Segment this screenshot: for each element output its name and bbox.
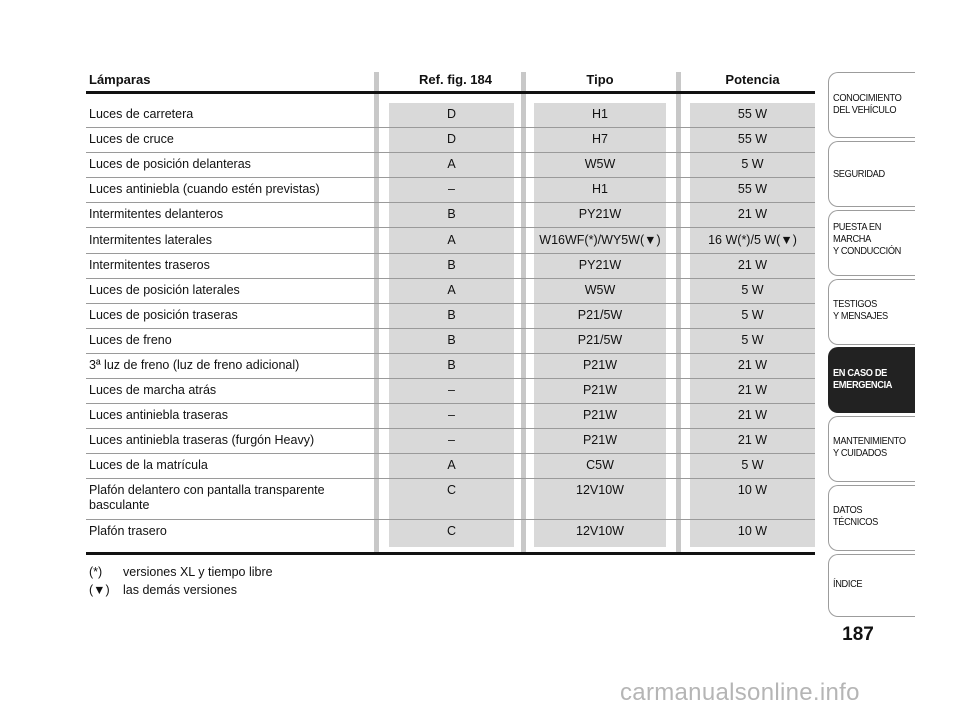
lamp-name-cell: Luces de carretera <box>89 107 194 121</box>
potencia-cell: 5 W <box>741 308 764 322</box>
tipo-cell: C5W <box>586 458 614 472</box>
row-divider <box>86 428 815 429</box>
potencia-cell: 16 W(*)/5 W(▼) <box>708 233 797 247</box>
tipo-cell: 12V10W <box>576 524 624 538</box>
potencia-cell: 21 W <box>737 207 768 221</box>
ref-cell: – <box>448 408 455 422</box>
tab-mantenimiento[interactable] <box>828 416 915 482</box>
potencia-cell: 55 W <box>737 107 768 121</box>
potencia-cell: 21 W <box>737 358 768 372</box>
tab-label: EN CASO DE EMERGENCIA <box>833 367 893 391</box>
ref-cell: A <box>447 283 456 297</box>
ref-cell: – <box>448 383 455 397</box>
lamp-name-cell: Intermitentes traseros <box>89 258 210 272</box>
row-divider <box>86 403 815 404</box>
tipo-cell: W5W <box>584 157 616 171</box>
tab-emergencia[interactable] <box>828 347 915 413</box>
tab-label: MANTENIMIENTO Y CUIDADOS <box>833 435 906 459</box>
header-potencia: Potencia <box>725 72 780 87</box>
tipo-cell: W5W <box>584 283 616 297</box>
lamp-name-cell: Plafón trasero <box>89 524 167 538</box>
tipo-cell: P21/5W <box>577 308 623 322</box>
ref-cell: B <box>447 207 456 221</box>
potencia-cell: 5 W <box>741 458 764 472</box>
tab-label: TESTIGOS Y MENSAJES <box>833 298 888 322</box>
lamp-name-cell: Luces de la matrícula <box>89 458 208 472</box>
potencia-cell: 5 W <box>741 333 764 347</box>
row-divider <box>86 378 815 379</box>
tab-indice[interactable] <box>828 554 915 617</box>
tab-label: ÍNDICE <box>833 578 863 590</box>
tipo-cell: W16WF(*)/WY5W(▼) <box>539 233 661 247</box>
lamp-name-cell: Luces de posición traseras <box>89 308 238 322</box>
ref-cell: B <box>447 308 456 322</box>
lamp-name-cell: Intermitentes laterales <box>89 233 212 247</box>
note-text: las demás versiones <box>123 583 237 597</box>
row-divider <box>86 253 815 254</box>
tab-label: SEGURIDAD <box>833 168 885 180</box>
potencia-cell: 10 W <box>737 524 768 538</box>
tipo-cell: H1 <box>592 107 608 121</box>
row-divider <box>86 519 815 520</box>
potencia-cell: 5 W <box>741 157 764 171</box>
column-divider <box>521 72 526 555</box>
header-lamparas: Lámparas <box>89 72 151 87</box>
tipo-cell: H7 <box>592 132 608 146</box>
tab-puesta-en-marcha[interactable] <box>828 210 915 276</box>
tab-label: PUESTA EN MARCHA Y CONDUCCIÓN <box>833 221 901 257</box>
tipo-cell: H1 <box>592 182 608 196</box>
row-divider <box>86 227 815 228</box>
lamp-name-cell: 3ª luz de freno (luz de freno adicional) <box>89 358 300 372</box>
lamp-name-cell: Luces antiniebla traseras <box>89 408 228 422</box>
lamp-name-cell: Plafón delantero con pantalla transparente basculante <box>89 483 325 512</box>
row-divider <box>86 478 815 479</box>
potencia-cell: 55 W <box>737 132 768 146</box>
page-number: 187 <box>842 624 874 645</box>
ref-cell: A <box>447 233 456 247</box>
lamp-name-cell: Intermitentes delanteros <box>89 207 224 221</box>
potencia-cell: 21 W <box>737 433 768 447</box>
row-divider <box>86 303 815 304</box>
note-text: versiones XL y tiempo libre <box>123 565 273 579</box>
header-ref: Ref. fig. 184 <box>419 72 492 87</box>
lamp-name-cell: Luces antiniebla traseras (furgón Heavy) <box>89 433 315 447</box>
potencia-cell: 5 W <box>741 283 764 297</box>
table-top-rule <box>86 91 815 94</box>
ref-cell: – <box>448 433 455 447</box>
note-mark: (*) <box>89 565 103 579</box>
tab-seguridad[interactable] <box>828 141 915 207</box>
ref-cell: A <box>447 458 456 472</box>
watermark: carmanualsonline.info <box>620 679 860 706</box>
row-divider <box>86 177 815 178</box>
potencia-cell: 21 W <box>737 258 768 272</box>
column-divider <box>374 72 379 555</box>
potencia-cell: 21 W <box>737 408 768 422</box>
tab-label: DATOS TÉCNICOS <box>833 504 878 528</box>
ref-cell: A <box>447 157 456 171</box>
potencia-cell: 10 W <box>737 483 768 497</box>
lamp-name-cell: Luces de posición delanteras <box>89 157 251 171</box>
row-divider <box>86 453 815 454</box>
tipo-cell: P21/5W <box>577 333 623 347</box>
ref-cell: D <box>446 132 457 146</box>
tipo-cell: 12V10W <box>576 483 624 497</box>
row-divider <box>86 152 815 153</box>
potencia-cell: 55 W <box>737 182 768 196</box>
ref-cell: D <box>446 107 457 121</box>
lamp-name-cell: Luces de freno <box>89 333 172 347</box>
tipo-cell: PY21W <box>578 258 622 272</box>
ref-cell: B <box>447 333 456 347</box>
column-divider <box>676 72 681 555</box>
ref-cell: B <box>447 358 456 372</box>
lamp-name-cell: Luces antiniebla (cuando estén previstas) <box>89 182 320 196</box>
lamp-name-cell: Luces de posición laterales <box>89 283 240 297</box>
table-bottom-rule <box>86 552 815 555</box>
tab-datos-tecnicos[interactable] <box>828 485 915 551</box>
lamp-name-cell: Luces de marcha atrás <box>89 383 217 397</box>
row-divider <box>86 353 815 354</box>
ref-cell: C <box>446 483 457 497</box>
lamp-name-cell: Luces de cruce <box>89 132 174 146</box>
row-divider <box>86 278 815 279</box>
tab-label: CONOCIMIENTO DEL VEHÍCULO <box>833 92 902 116</box>
tipo-cell: P21W <box>582 383 618 397</box>
ref-cell: C <box>446 524 457 538</box>
tipo-cell: P21W <box>582 433 618 447</box>
row-divider <box>86 127 815 128</box>
ref-cell: B <box>447 258 456 272</box>
tipo-cell: P21W <box>582 408 618 422</box>
header-tipo: Tipo <box>586 72 614 87</box>
potencia-cell: 21 W <box>737 383 768 397</box>
ref-cell: – <box>448 182 455 196</box>
tipo-cell: PY21W <box>578 207 622 221</box>
note-mark: (▼) <box>89 583 110 597</box>
tab-conocimiento[interactable] <box>828 72 915 138</box>
tipo-cell: P21W <box>582 358 618 372</box>
row-divider <box>86 202 815 203</box>
tab-testigos[interactable] <box>828 279 915 345</box>
row-divider <box>86 328 815 329</box>
